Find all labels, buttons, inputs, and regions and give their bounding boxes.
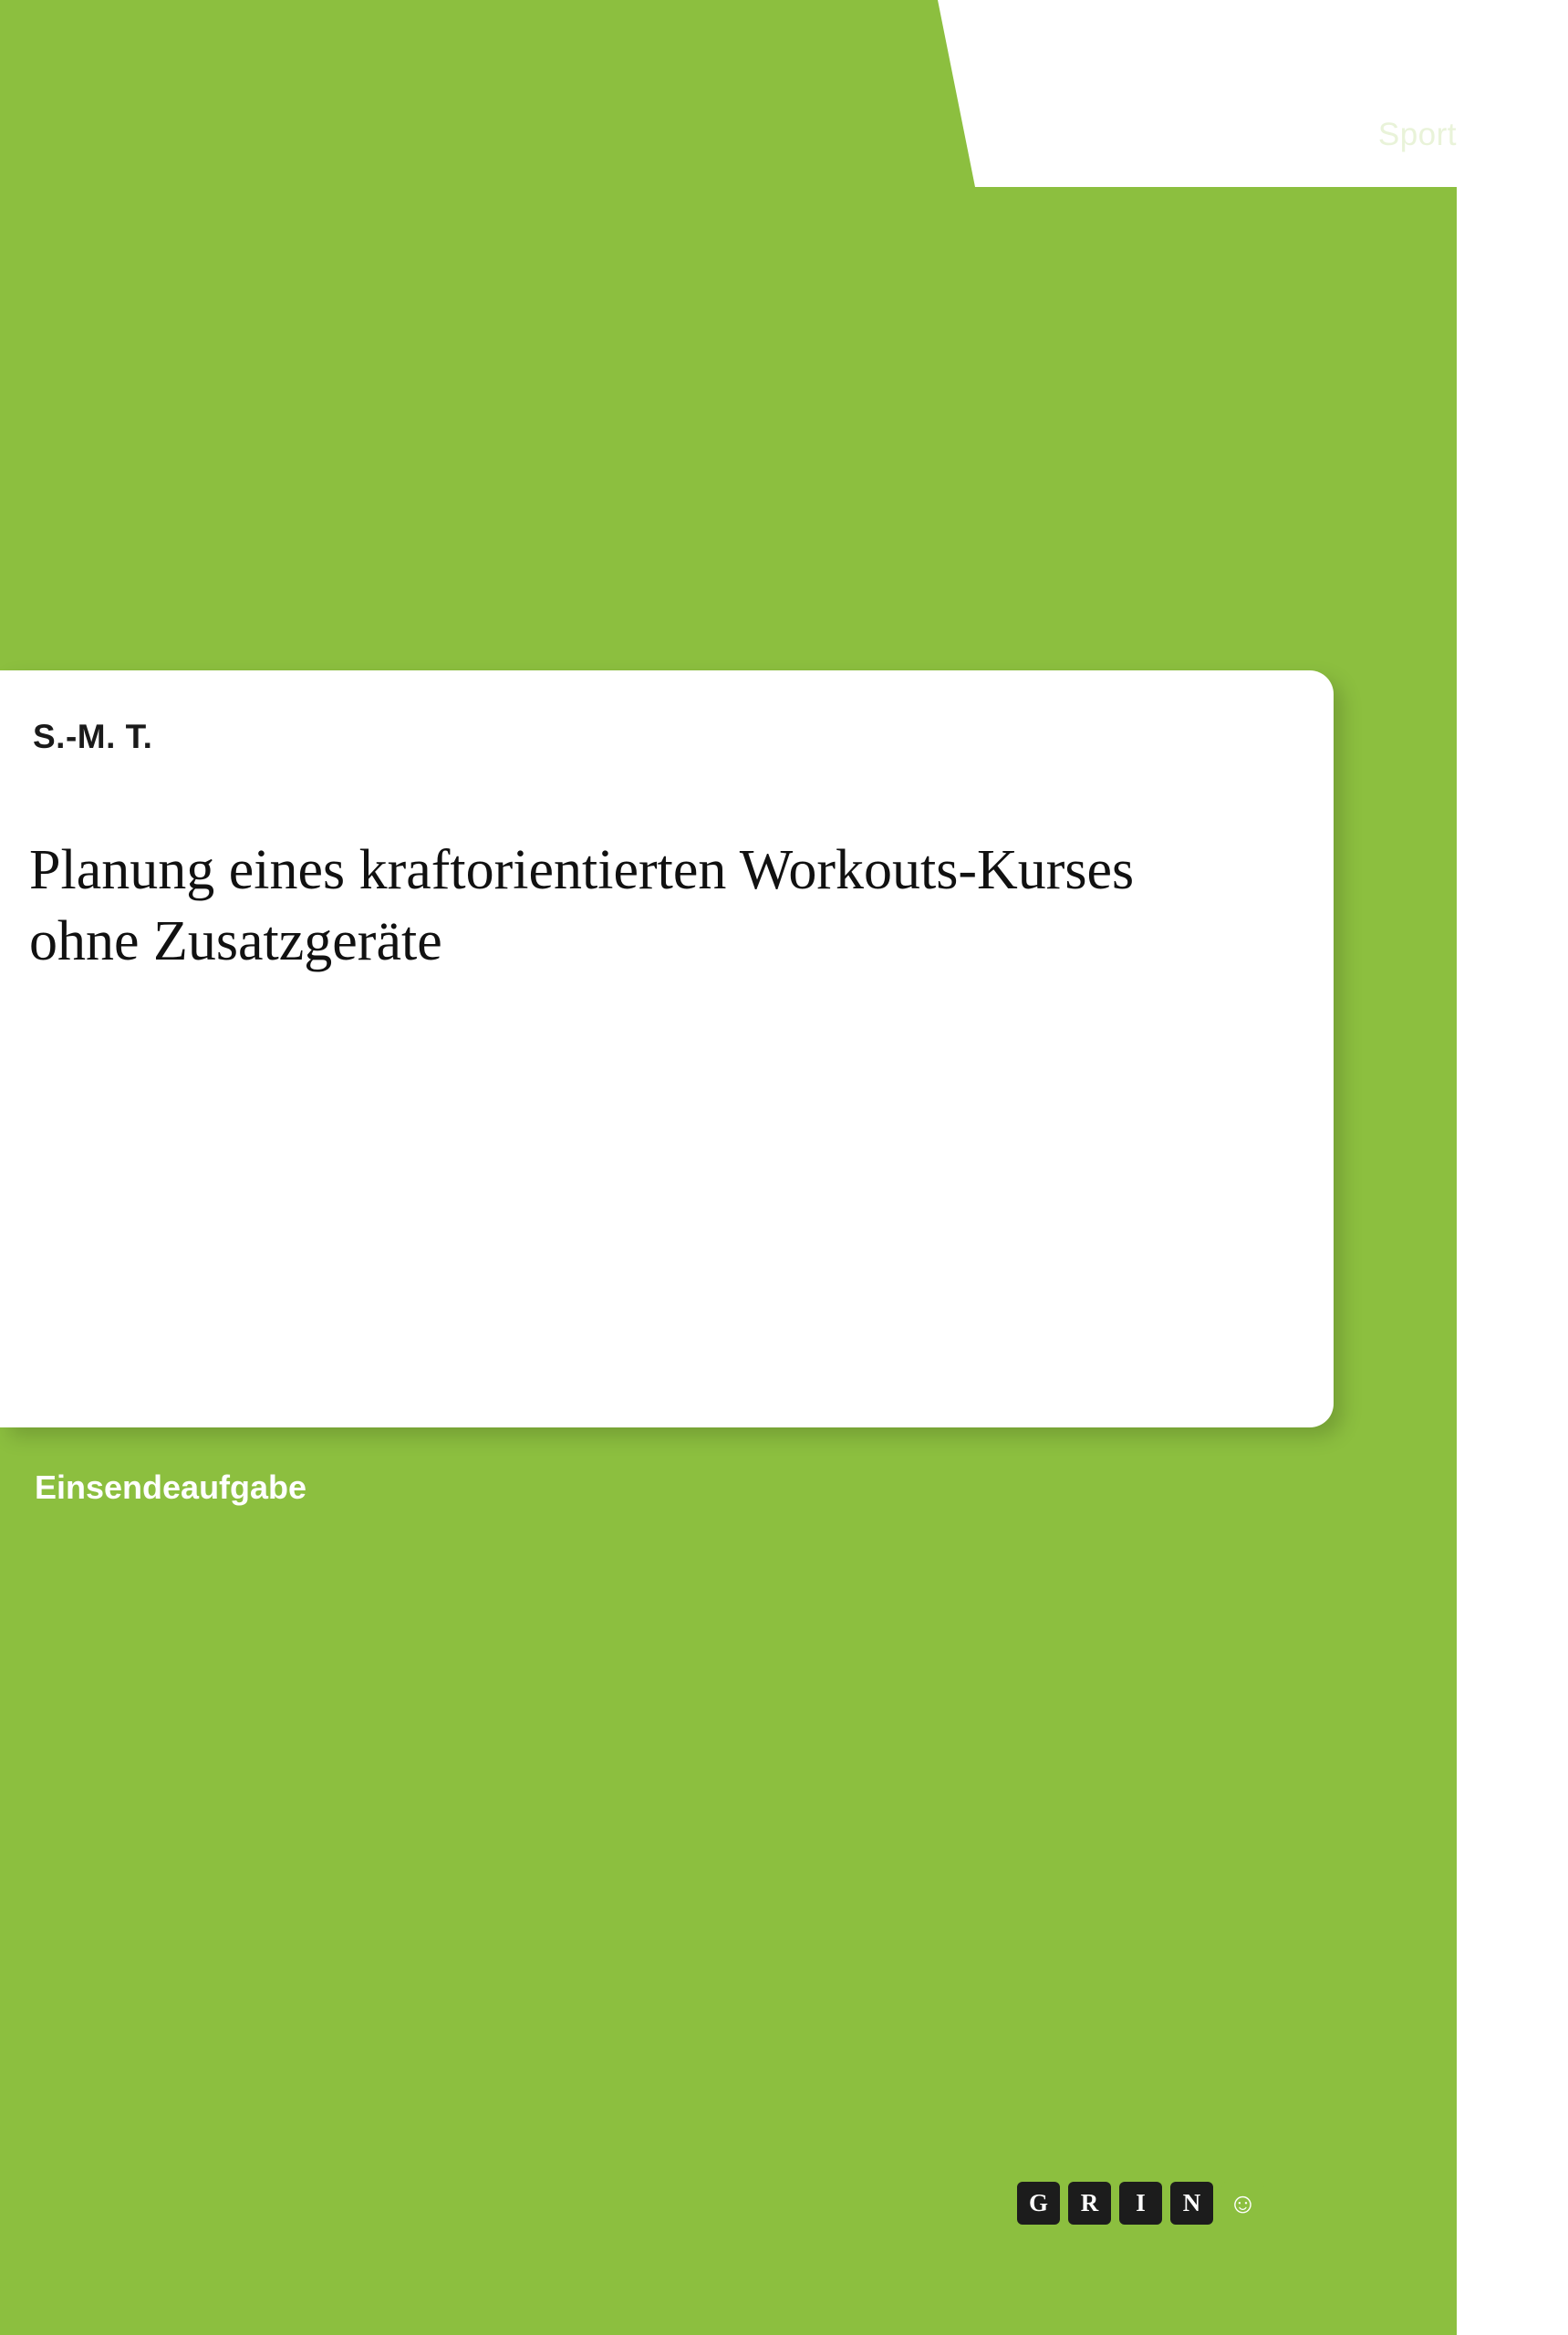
page-title: Planung eines kraftorientierten Workouts-Kurses ohne Zusatzgeräte xyxy=(29,839,1135,973)
cover-green-tab xyxy=(0,0,932,192)
smiley-icon: ☺ xyxy=(1221,2182,1264,2225)
logo-letter-g: G xyxy=(1017,2182,1060,2225)
cover-green-diagonal xyxy=(912,0,976,192)
grin-logo xyxy=(1017,2182,1264,2225)
category-label: Sport xyxy=(1377,117,1457,152)
logo-letter-i: I xyxy=(1119,2182,1162,2225)
title-card xyxy=(0,670,1334,1427)
logo-letter-n: N xyxy=(1170,2182,1213,2225)
author-name: S.-M. T. xyxy=(33,718,153,755)
logo-letter-r: R xyxy=(1068,2182,1111,2225)
document-type-label: Einsendeaufgabe xyxy=(35,1468,307,1506)
